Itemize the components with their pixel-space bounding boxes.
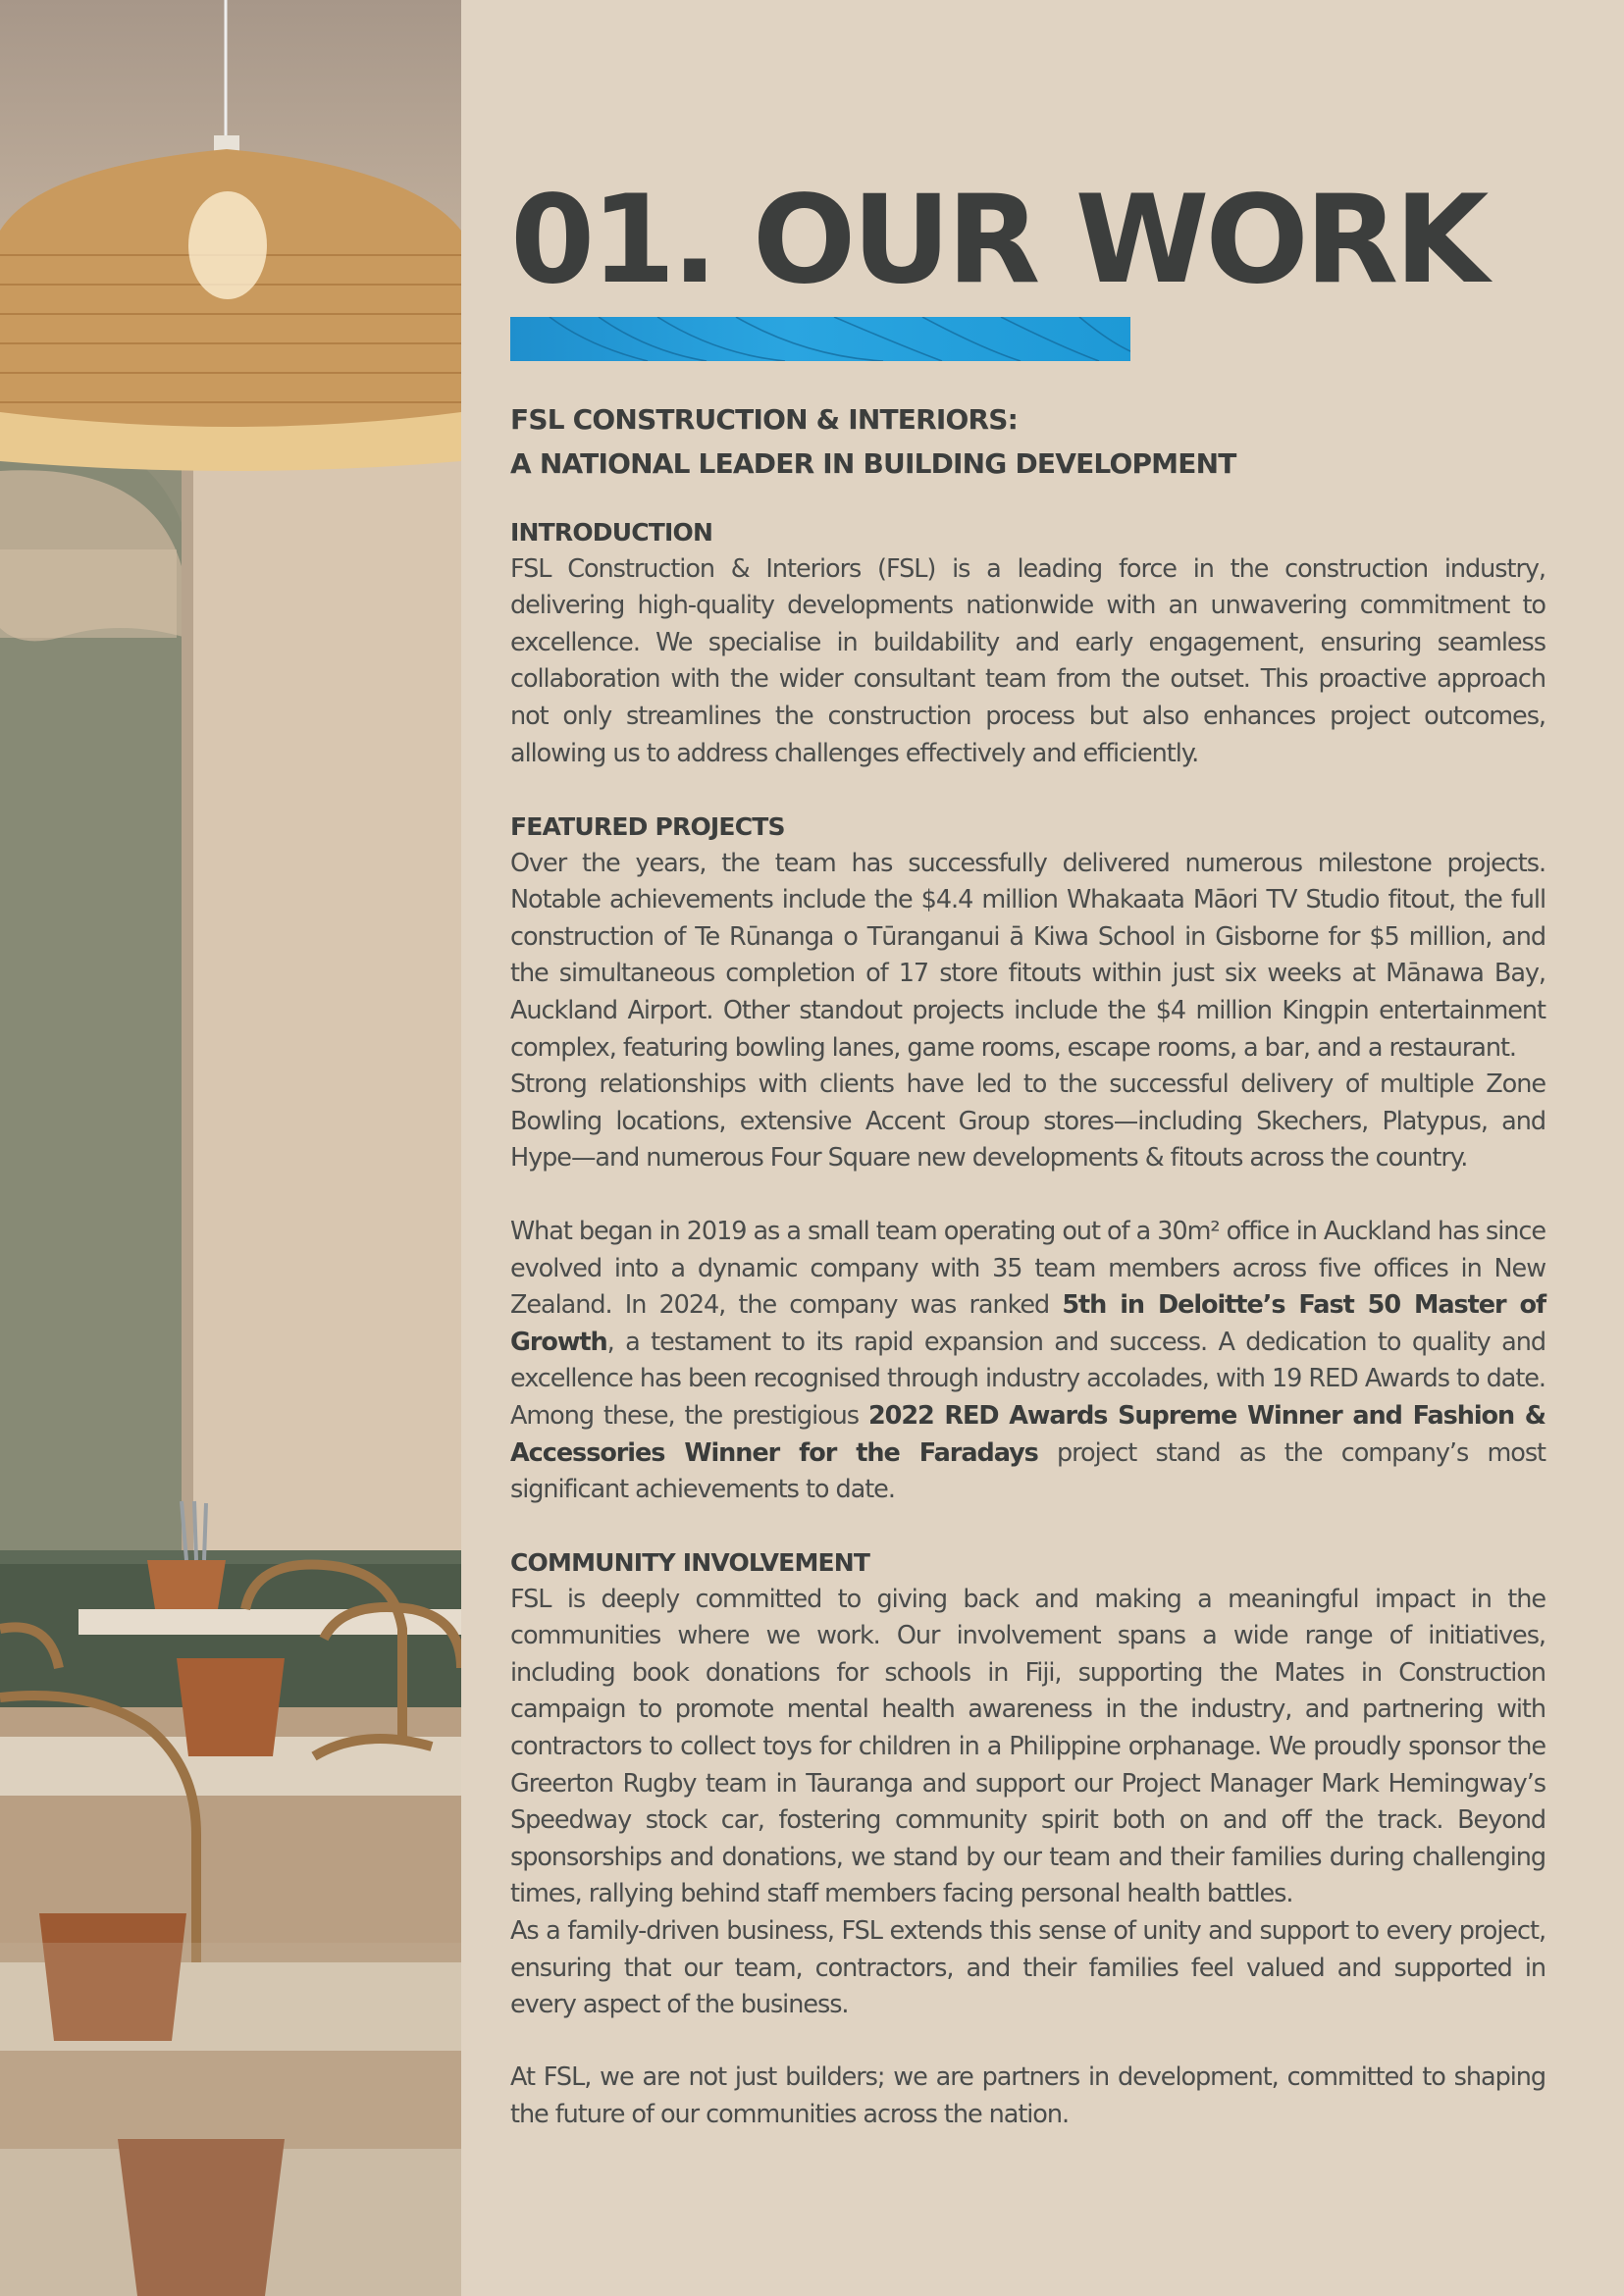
community-body-2: As a family-driven business, FSL extends this sense of unity and support to every project, ensuring that our team, contractors, and their families feel valued and supported in every aspect of the business. — [510, 1915, 1545, 2020]
restaurant-interior-photo — [0, 0, 461, 2296]
introduction-body: FSL Construction & Interiors (FSL) is a leading force in the construction industry, delivering high-quality developments nationwide with an unwavering commitment to excellence. We specialise in buildability and early engagement, ensuring seamless collaboration with the wider consultant team from the outset. This proactive approach not only streamlines the construction process but also enhances project outcomes, allowing us to address challenges effectively and efficiently. — [510, 553, 1545, 768]
featured-projects-heading: FEATURED PROJECTS — [510, 812, 785, 841]
page-title: 01. OUR WORK — [510, 170, 1486, 311]
featured-projects-body-2: Strong relationships with clients have led to the successful delivery of multiple Zone Bowling locations, extensive Accent Group stores—including Skechers, Platypus, and Hype—and numerous Four Square new developments & fitouts across the country. — [510, 1070, 1545, 1174]
closing-body: At FSL, we are not just builders; we are partners in development, committed to shaping the future of our communities across the nation. — [510, 2062, 1545, 2129]
featured-projects-section — [510, 809, 1545, 1177]
subtitle-line-2: A NATIONAL LEADER IN BUILDING DEVELOPMENT — [510, 447, 1236, 480]
subtitle — [510, 397, 1236, 486]
wave-pattern — [510, 317, 1130, 361]
growth-highlight-red-awards: 2022 RED Awards Supreme Winner and Fashion & Accessories Winner for the Faradays — [510, 1400, 1545, 1468]
subtitle-line-1: FSL CONSTRUCTION & INTERIORS: — [510, 403, 1019, 436]
photo-illustration — [0, 0, 461, 2296]
growth-section — [510, 1214, 1545, 1509]
growth-body — [510, 1214, 1545, 1509]
introduction-section — [510, 514, 1545, 772]
closing-section — [510, 2060, 1545, 2133]
growth-highlight-deloitte: 5th in Deloitte’s Fast 50 Master of Growth — [510, 1290, 1545, 1357]
decorative-blue-bar — [510, 317, 1130, 361]
introduction-heading: INTRODUCTION — [510, 518, 713, 547]
growth-text-3: project stand as the company’s most significant achievements to date. — [510, 1437, 1546, 1505]
community-body: FSL is deeply committed to giving back and making a meaningful impact in the communities where we work. Our involvement spans a wide range of initiatives, including book donations for schools in Fiji, supporting the Mates in Construction campaign to promote mental health awareness in the industry, and partnering with contractors to collect toys for children in a Philippine orphanage. We proudly sponsor the Greerton Rugby team in Tauranga and support our Project Manager Mark Hemingway’s Speedway stock car, fostering community spirit both on and off the track. Beyond sponsorships and donations, we stand by our team and their families during challenging times, rallying behind staff members facing personal health battles. — [510, 1584, 1545, 1909]
featured-projects-body: Over the years, the team has successfully delivered numerous milestone projects. Notable achievements include the $4.4 million Whakaata Māori TV Studio fitout, the full construction of Te Rūnanga o Tūranganui ā Kiwa School in Gisborne for $5 million, and the simultaneous completion of 17 store fitouts within just six weeks at Mānawa Bay, Auckland Airport. Other standout projects include the $4 million Kingpin entertainment complex, featuring bowling lanes, game rooms, escape rooms, a bar, and a restaurant. — [510, 848, 1545, 1063]
growth-text-1: What began in 2019 as a small team operating out of a 30m² office in Auckland has since evolved into a dynamic company with 35 team members across five offices in New Zealand. In 2024, the company was ranked — [510, 1217, 1545, 1321]
growth-text-2: , a testament to its rapid expansion and success. A dedication to quality and excellence has been recognised through industry accolades, with 19 RED Awards to date. Among these, the prestigious — [510, 1327, 1545, 1431]
community-section — [510, 1544, 1545, 2024]
community-heading: COMMUNITY INVOLVEMENT — [510, 1548, 870, 1577]
